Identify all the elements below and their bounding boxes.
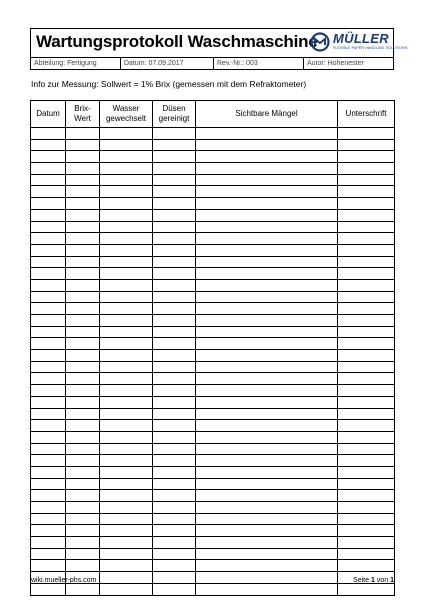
table-cell[interactable] — [100, 385, 153, 397]
table-cell[interactable] — [196, 478, 338, 490]
table-cell[interactable] — [31, 221, 66, 233]
table-cell[interactable] — [338, 209, 395, 221]
column-header-wasser-gewechselt: Wasser gewechselt — [100, 101, 153, 128]
table-row — [31, 385, 395, 397]
table-cell[interactable] — [31, 209, 66, 221]
measurement-info: Info zur Messung: Sollwert = 1% Brix (gemessen mit dem Refraktometer) — [31, 79, 307, 89]
table-cell[interactable] — [31, 408, 66, 420]
table-cell[interactable] — [66, 385, 100, 397]
table-cell[interactable] — [31, 128, 66, 140]
table-cell[interactable] — [338, 525, 395, 537]
table-cell[interactable] — [196, 490, 338, 502]
table-cell[interactable] — [196, 338, 338, 350]
table-cell[interactable] — [338, 408, 395, 420]
table-cell[interactable] — [196, 408, 338, 420]
table-cell[interactable] — [100, 443, 153, 455]
table-cell[interactable] — [338, 186, 395, 198]
table-cell[interactable] — [100, 174, 153, 186]
table-cell[interactable] — [196, 198, 338, 210]
table-cell[interactable] — [338, 291, 395, 303]
maintenance-log-table — [30, 100, 395, 596]
table-cell[interactable] — [153, 455, 196, 467]
table-cell[interactable] — [100, 560, 153, 572]
table-cell[interactable] — [31, 490, 66, 502]
table-cell[interactable] — [196, 279, 338, 291]
table-row — [31, 455, 395, 467]
table-cell[interactable] — [153, 513, 196, 525]
table-cell[interactable] — [31, 455, 66, 467]
table-row — [31, 408, 395, 420]
table-cell[interactable] — [153, 198, 196, 210]
table-cell[interactable] — [153, 385, 196, 397]
table-cell[interactable] — [338, 490, 395, 502]
table-row — [31, 221, 395, 233]
table-cell[interactable] — [100, 537, 153, 549]
table-cell[interactable] — [338, 350, 395, 362]
table-cell[interactable] — [100, 338, 153, 350]
table-cell[interactable] — [66, 279, 100, 291]
table-cell[interactable] — [153, 408, 196, 420]
meta-department: Abteilung: Fertigung — [31, 58, 121, 70]
table-cell[interactable] — [153, 420, 196, 432]
table-cell[interactable] — [66, 233, 100, 245]
table-cell[interactable] — [196, 560, 338, 572]
table-cell[interactable] — [31, 548, 66, 560]
document-meta-row — [31, 57, 393, 70]
table-cell[interactable] — [66, 163, 100, 175]
table-cell[interactable] — [31, 466, 66, 478]
table-cell[interactable] — [338, 537, 395, 549]
table-row — [31, 361, 395, 373]
meta-revision: Rev.-Nr.: 003 — [214, 58, 304, 70]
table-cell[interactable] — [66, 513, 100, 525]
table-cell[interactable] — [66, 139, 100, 151]
table-cell[interactable] — [31, 315, 66, 327]
table-cell[interactable] — [100, 513, 153, 525]
table-cell[interactable] — [338, 466, 395, 478]
table-row — [31, 151, 395, 163]
table-cell[interactable] — [66, 303, 100, 315]
table-cell[interactable] — [31, 350, 66, 362]
table-cell[interactable] — [66, 315, 100, 327]
table-cell[interactable] — [31, 502, 66, 514]
table-cell[interactable] — [153, 572, 196, 584]
table-cell[interactable] — [196, 303, 338, 315]
table-cell[interactable] — [100, 408, 153, 420]
table-row — [31, 163, 395, 175]
table-row — [31, 279, 395, 291]
table-cell[interactable] — [100, 572, 153, 584]
table-cell[interactable] — [153, 431, 196, 443]
table-cell[interactable] — [100, 198, 153, 210]
table-row — [31, 303, 395, 315]
table-row — [31, 443, 395, 455]
footer-page-number: Seite 1 von 1 — [353, 577, 394, 584]
table-cell[interactable] — [338, 361, 395, 373]
table-cell[interactable] — [153, 279, 196, 291]
table-cell[interactable] — [153, 315, 196, 327]
table-cell[interactable] — [196, 256, 338, 268]
table-cell[interactable] — [153, 396, 196, 408]
table-cell[interactable] — [66, 502, 100, 514]
table-cell[interactable] — [153, 373, 196, 385]
table-cell[interactable] — [66, 174, 100, 186]
table-cell[interactable] — [100, 431, 153, 443]
logo-emblem-icon — [310, 32, 330, 52]
table-cell[interactable] — [153, 525, 196, 537]
table-cell[interactable] — [100, 291, 153, 303]
table-cell[interactable] — [66, 443, 100, 455]
table-cell[interactable] — [153, 502, 196, 514]
table-cell[interactable] — [338, 128, 395, 140]
meta-date: Datum: 07.09.2017 — [121, 58, 214, 70]
column-header-unterschrift: Unterschrift — [338, 101, 395, 128]
table-cell[interactable] — [31, 537, 66, 549]
logo-wordmark: MÜLLER — [333, 31, 389, 46]
table-row — [31, 537, 395, 549]
table-cell[interactable] — [31, 361, 66, 373]
table-cell[interactable] — [153, 560, 196, 572]
table-cell[interactable] — [31, 396, 66, 408]
table-cell[interactable] — [153, 221, 196, 233]
table-cell[interactable] — [66, 268, 100, 280]
table-cell[interactable] — [66, 525, 100, 537]
table-cell[interactable] — [100, 326, 153, 338]
table-cell[interactable] — [338, 560, 395, 572]
table-cell[interactable] — [66, 361, 100, 373]
table-cell[interactable] — [153, 361, 196, 373]
table-cell[interactable] — [153, 186, 196, 198]
table-cell[interactable] — [66, 466, 100, 478]
table-cell[interactable] — [66, 396, 100, 408]
table-cell[interactable] — [153, 151, 196, 163]
table-cell[interactable] — [338, 431, 395, 443]
table-cell[interactable] — [66, 548, 100, 560]
table-cell[interactable] — [31, 385, 66, 397]
table-cell[interactable] — [338, 396, 395, 408]
table-cell[interactable] — [196, 209, 338, 221]
table-cell[interactable] — [66, 431, 100, 443]
table-cell[interactable] — [338, 548, 395, 560]
table-cell[interactable] — [31, 513, 66, 525]
table-cell[interactable] — [31, 338, 66, 350]
table-cell[interactable] — [66, 350, 100, 362]
table-cell[interactable] — [31, 279, 66, 291]
table-cell[interactable] — [66, 490, 100, 502]
table-cell[interactable] — [100, 548, 153, 560]
table-cell[interactable] — [31, 420, 66, 432]
table-cell[interactable] — [100, 455, 153, 467]
table-row — [31, 396, 395, 408]
table-row — [31, 315, 395, 327]
table-cell[interactable] — [338, 338, 395, 350]
table-cell[interactable] — [153, 583, 196, 595]
meta-author: Autor: Hohenester — [307, 60, 364, 67]
table-cell[interactable] — [31, 139, 66, 151]
table-cell[interactable] — [100, 303, 153, 315]
table-cell[interactable] — [153, 350, 196, 362]
table-row — [31, 373, 395, 385]
table-cell[interactable] — [66, 326, 100, 338]
table-cell[interactable] — [100, 186, 153, 198]
document-title: Wartungsprotokoll Waschmaschine — [36, 32, 318, 51]
table-cell[interactable] — [66, 338, 100, 350]
table-cell[interactable] — [100, 315, 153, 327]
table-cell[interactable] — [31, 478, 66, 490]
column-header-datum: Datum — [31, 101, 66, 128]
table-cell[interactable] — [338, 151, 395, 163]
table-cell[interactable] — [31, 186, 66, 198]
table-cell[interactable] — [196, 315, 338, 327]
table-cell[interactable] — [196, 233, 338, 245]
table-cell[interactable] — [153, 174, 196, 186]
table-cell[interactable] — [196, 361, 338, 373]
table-cell[interactable] — [153, 326, 196, 338]
table-cell[interactable] — [31, 256, 66, 268]
table-cell[interactable] — [31, 431, 66, 443]
table-cell[interactable] — [31, 303, 66, 315]
table-cell[interactable] — [338, 502, 395, 514]
table-cell[interactable] — [338, 478, 395, 490]
table-cell[interactable] — [100, 256, 153, 268]
column-header-sichtbare-maengel: Sichtbare Mängel — [196, 101, 338, 128]
table-cell[interactable] — [196, 291, 338, 303]
table-cell[interactable] — [100, 420, 153, 432]
table-cell[interactable] — [153, 537, 196, 549]
table-cell[interactable] — [153, 303, 196, 315]
table-cell[interactable] — [31, 198, 66, 210]
table-row — [31, 139, 395, 151]
table-cell[interactable] — [338, 455, 395, 467]
table-cell[interactable] — [153, 478, 196, 490]
table-cell[interactable] — [100, 163, 153, 175]
table-cell[interactable] — [31, 443, 66, 455]
table-cell[interactable] — [66, 583, 100, 595]
table-cell[interactable] — [196, 525, 338, 537]
table-cell[interactable] — [196, 221, 338, 233]
table-cell[interactable] — [66, 537, 100, 549]
table-cell[interactable] — [338, 326, 395, 338]
table-cell[interactable] — [153, 338, 196, 350]
table-cell[interactable] — [100, 221, 153, 233]
table-cell[interactable] — [66, 373, 100, 385]
table-cell[interactable] — [196, 420, 338, 432]
table-cell[interactable] — [196, 548, 338, 560]
table-cell[interactable] — [196, 455, 338, 467]
table-cell[interactable] — [338, 583, 395, 595]
table-cell[interactable] — [153, 268, 196, 280]
table-cell[interactable] — [100, 128, 153, 140]
table-cell[interactable] — [153, 139, 196, 151]
table-cell[interactable] — [66, 186, 100, 198]
table-cell[interactable] — [31, 560, 66, 572]
table-row — [31, 256, 395, 268]
table-cell[interactable] — [31, 373, 66, 385]
table-cell[interactable] — [338, 385, 395, 397]
table-cell[interactable] — [100, 233, 153, 245]
column-header-brix-wert: Brix- Wert — [66, 101, 100, 128]
table-cell[interactable] — [31, 291, 66, 303]
table-cell[interactable] — [66, 198, 100, 210]
table-cell[interactable] — [338, 256, 395, 268]
company-logo — [310, 31, 408, 53]
table-cell[interactable] — [31, 151, 66, 163]
table-cell[interactable] — [196, 163, 338, 175]
table-cell[interactable] — [100, 209, 153, 221]
table-cell[interactable] — [100, 139, 153, 151]
table-cell[interactable] — [153, 128, 196, 140]
table-cell[interactable] — [100, 525, 153, 537]
table-cell[interactable] — [31, 583, 66, 595]
table-cell[interactable] — [196, 396, 338, 408]
table-cell[interactable] — [196, 583, 338, 595]
table-cell[interactable] — [66, 221, 100, 233]
logo-tagline: FLEXIBLE PAPER HANDLING SOLUTIONS — [333, 46, 408, 50]
table-cell[interactable] — [338, 163, 395, 175]
table-cell[interactable] — [153, 209, 196, 221]
table-row — [31, 174, 395, 186]
table-cell[interactable] — [66, 478, 100, 490]
table-cell[interactable] — [196, 385, 338, 397]
table-body — [31, 128, 395, 596]
table-cell[interactable] — [153, 163, 196, 175]
table-cell[interactable] — [196, 128, 338, 140]
table-row — [31, 548, 395, 560]
table-cell[interactable] — [196, 537, 338, 549]
table-row — [31, 583, 395, 595]
table-cell[interactable] — [338, 513, 395, 525]
table-cell[interactable] — [153, 244, 196, 256]
table-cell[interactable] — [338, 279, 395, 291]
table-cell[interactable] — [100, 502, 153, 514]
table-cell[interactable] — [196, 151, 338, 163]
table-cell[interactable] — [100, 396, 153, 408]
table-cell[interactable] — [31, 174, 66, 186]
table-cell[interactable] — [338, 139, 395, 151]
table-cell[interactable] — [100, 244, 153, 256]
table-row — [31, 209, 395, 221]
table-cell[interactable] — [196, 244, 338, 256]
table-cell[interactable] — [66, 209, 100, 221]
table-row — [31, 560, 395, 572]
table-row — [31, 128, 395, 140]
table-cell[interactable] — [338, 244, 395, 256]
table-cell[interactable] — [100, 478, 153, 490]
table-row — [31, 466, 395, 478]
table-cell[interactable] — [338, 268, 395, 280]
table-cell[interactable] — [31, 268, 66, 280]
table-cell[interactable] — [196, 513, 338, 525]
table-cell[interactable] — [338, 174, 395, 186]
table-cell[interactable] — [196, 466, 338, 478]
table-cell[interactable] — [66, 256, 100, 268]
table-cell[interactable] — [66, 128, 100, 140]
table-cell[interactable] — [338, 373, 395, 385]
table-cell[interactable] — [338, 315, 395, 327]
table-cell[interactable] — [100, 151, 153, 163]
table-row — [31, 244, 395, 256]
table-cell[interactable] — [196, 373, 338, 385]
table-cell[interactable] — [100, 361, 153, 373]
table-cell[interactable] — [100, 466, 153, 478]
table-cell[interactable] — [196, 572, 338, 584]
table-cell[interactable] — [66, 291, 100, 303]
table-cell[interactable] — [153, 443, 196, 455]
table-cell[interactable] — [196, 431, 338, 443]
table-cell[interactable] — [66, 455, 100, 467]
table-cell[interactable] — [100, 268, 153, 280]
table-cell[interactable] — [196, 350, 338, 362]
table-row — [31, 431, 395, 443]
table-header-row — [31, 101, 395, 128]
table-cell[interactable] — [153, 291, 196, 303]
table-row — [31, 326, 395, 338]
table-cell[interactable] — [196, 139, 338, 151]
table-row — [31, 502, 395, 514]
table-cell[interactable] — [338, 443, 395, 455]
table-cell[interactable] — [31, 233, 66, 245]
table-cell[interactable] — [153, 466, 196, 478]
table-cell[interactable] — [31, 163, 66, 175]
table-row — [31, 478, 395, 490]
table-cell[interactable] — [100, 350, 153, 362]
table-cell[interactable] — [153, 548, 196, 560]
table-cell[interactable] — [196, 186, 338, 198]
table-cell[interactable] — [338, 221, 395, 233]
column-header-duesen-gereinigt: Düsen gereinigt — [153, 101, 196, 128]
table-cell[interactable] — [31, 326, 66, 338]
table-cell[interactable] — [31, 525, 66, 537]
table-row — [31, 350, 395, 362]
table-cell[interactable] — [338, 233, 395, 245]
table-row — [31, 233, 395, 245]
table-row — [31, 268, 395, 280]
table-cell[interactable] — [66, 151, 100, 163]
table-row — [31, 525, 395, 537]
table-cell[interactable] — [66, 244, 100, 256]
footer-url: wiki.mueller-phs.com — [31, 577, 97, 584]
table-cell[interactable] — [66, 560, 100, 572]
table-row — [31, 186, 395, 198]
table-cell[interactable] — [196, 174, 338, 186]
table-row — [31, 338, 395, 350]
table-cell[interactable] — [31, 244, 66, 256]
table-cell[interactable] — [338, 303, 395, 315]
table-cell[interactable] — [100, 373, 153, 385]
table-cell[interactable] — [66, 408, 100, 420]
table-cell[interactable] — [196, 268, 338, 280]
table-cell[interactable] — [153, 233, 196, 245]
table-row — [31, 198, 395, 210]
table-cell[interactable] — [196, 443, 338, 455]
table-cell[interactable] — [100, 279, 153, 291]
table-cell[interactable] — [338, 420, 395, 432]
table-row — [31, 513, 395, 525]
table-cell[interactable] — [153, 256, 196, 268]
table-row — [31, 490, 395, 502]
table-cell[interactable] — [338, 198, 395, 210]
table-cell[interactable] — [196, 502, 338, 514]
table-cell[interactable] — [153, 490, 196, 502]
table-cell[interactable] — [100, 490, 153, 502]
table-cell[interactable] — [66, 420, 100, 432]
document-header — [30, 28, 408, 70]
table-row — [31, 291, 395, 303]
table-cell[interactable] — [196, 326, 338, 338]
table-cell[interactable] — [100, 583, 153, 595]
table-row — [31, 420, 395, 432]
